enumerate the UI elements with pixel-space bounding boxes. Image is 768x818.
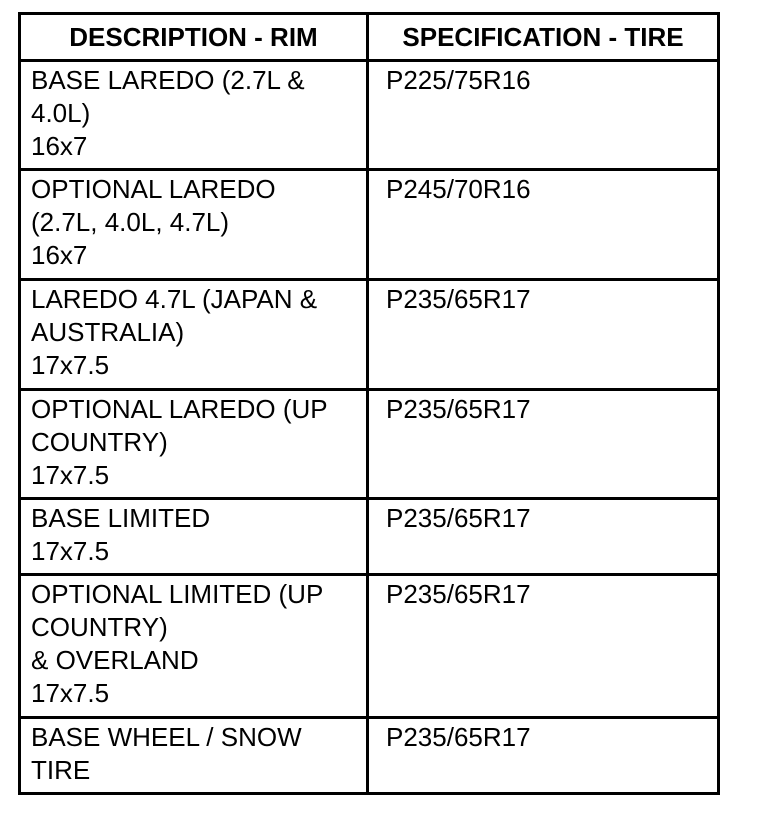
table-row xyxy=(20,61,719,170)
description-line: COUNTRY) xyxy=(31,612,168,642)
description-cell xyxy=(20,499,368,575)
table-row xyxy=(20,575,719,718)
header-row xyxy=(20,14,719,61)
description-line: 4.0L) xyxy=(31,98,91,128)
header-specification: SPECIFICATION - TIRE xyxy=(368,14,719,61)
description-line: BASE LAREDO (2.7L & xyxy=(31,65,305,95)
specification-cell: P245/70R16 xyxy=(368,170,719,280)
description-line: LAREDO 4.7L (JAPAN & xyxy=(31,284,318,314)
description-line: & OVERLAND xyxy=(31,645,199,675)
table-row xyxy=(20,499,719,575)
table-row xyxy=(20,718,719,794)
description-line: 17x7.5 xyxy=(31,536,110,566)
specification-cell: P225/75R16 xyxy=(368,61,719,170)
description-line: OPTIONAL LAREDO (UP xyxy=(31,394,328,424)
specification-cell: P235/65R17 xyxy=(368,575,719,718)
specification-cell: P235/65R17 xyxy=(368,280,719,390)
table-row xyxy=(20,280,719,390)
specification-cell: P235/65R17 xyxy=(368,499,719,575)
description-line: COUNTRY) xyxy=(31,427,168,457)
description-line: OPTIONAL LAREDO xyxy=(31,174,276,204)
description-line: 16x7 xyxy=(31,131,88,161)
description-line: AUSTRALIA) xyxy=(31,317,185,347)
rim-tire-spec-table xyxy=(18,12,720,795)
description-cell xyxy=(20,170,368,280)
description-cell xyxy=(20,718,368,794)
table-row xyxy=(20,390,719,499)
description-cell xyxy=(20,390,368,499)
description-line: BASE LIMITED xyxy=(31,503,211,533)
description-line: 16x7 xyxy=(31,240,88,270)
description-line: 17x7.5 xyxy=(31,460,110,490)
description-line: TIRE xyxy=(31,755,91,785)
specification-cell: P235/65R17 xyxy=(368,718,719,794)
header-description: DESCRIPTION - RIM xyxy=(20,14,368,61)
description-line: BASE WHEEL / SNOW xyxy=(31,722,302,752)
description-cell xyxy=(20,61,368,170)
description-line: OPTIONAL LIMITED (UP xyxy=(31,579,324,609)
description-cell xyxy=(20,280,368,390)
description-line: 17x7.5 xyxy=(31,678,110,708)
table-row xyxy=(20,170,719,280)
specification-cell: P235/65R17 xyxy=(368,390,719,499)
description-line: 17x7.5 xyxy=(31,350,110,380)
description-cell xyxy=(20,575,368,718)
description-line: (2.7L, 4.0L, 4.7L) xyxy=(31,207,230,237)
